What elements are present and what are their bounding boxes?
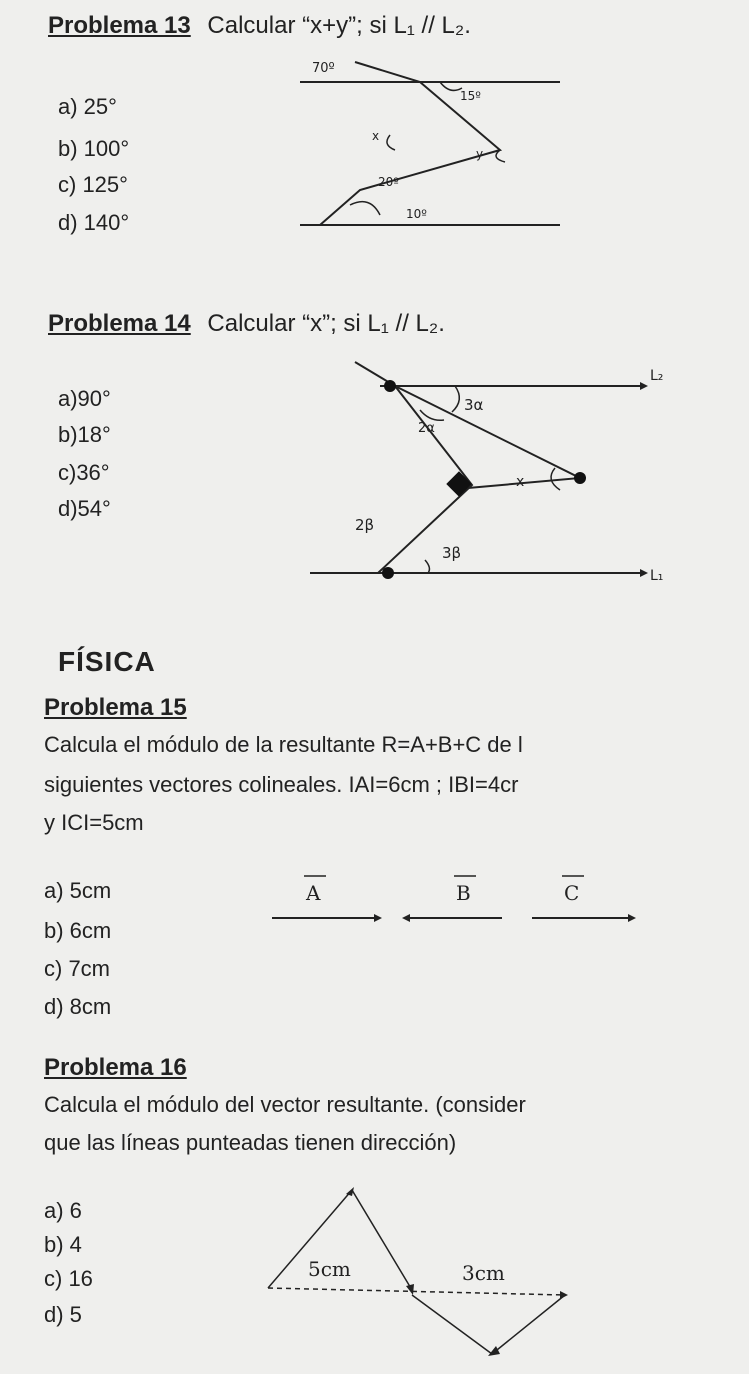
p16-bottom-right: [492, 1295, 565, 1354]
p16-label-3cm: 3cm: [462, 1261, 505, 1285]
problem-14-statement: Calcular “x”; si L₁ // L₂.: [207, 310, 445, 337]
p13-segment-1: [320, 62, 500, 225]
p15-option-a[interactable]: a) 5cm: [44, 878, 112, 903]
p13-arc-15: [440, 82, 462, 90]
p14-figure: [0, 300, 749, 620]
p14-option-d[interactable]: d)54°: [58, 496, 111, 521]
p16-label-5cm: 5cm: [308, 1257, 351, 1281]
p13-option-c[interactable]: c) 125°: [58, 172, 128, 197]
p14-vertex-marker: [446, 471, 471, 496]
problem-14-number: Problema 14: [48, 310, 191, 337]
p14-label-2a: 2α: [418, 421, 435, 436]
vector-c-label: C: [564, 881, 580, 905]
p16-option-c[interactable]: c) 16: [44, 1266, 93, 1291]
p14-dot-bottom: [382, 567, 394, 579]
problem-15-title: Problema 15: [44, 694, 187, 721]
p13-figure: [0, 0, 749, 300]
p15-vectors-figure: [0, 860, 749, 940]
p16-option-a[interactable]: a) 6: [44, 1198, 82, 1223]
p14-zigzag: [355, 362, 472, 573]
p14-label-x: x: [516, 474, 525, 490]
p13-label-y: y: [476, 147, 484, 161]
p16-dashed-base: [268, 1288, 565, 1295]
p16-figure: [0, 1150, 749, 1374]
p14-arc-2a: [420, 410, 444, 420]
p16-line-1: Calcula el módulo del vector resultante. (consider: [44, 1092, 526, 1117]
problem-13-number: Problema 13: [48, 12, 191, 39]
p14-option-c[interactable]: c)36°: [58, 460, 110, 485]
section-heading-fisica: FÍSICA: [58, 646, 156, 677]
p14-zigzag-3: [368, 380, 520, 598]
p15-option-d[interactable]: d) 8cm: [44, 994, 112, 1019]
p14-label-3a: 3α: [464, 396, 484, 414]
p13-label-20: 20º: [378, 175, 399, 189]
p13-option-b[interactable]: b) 100°: [58, 136, 130, 161]
p16-bottom-left: [412, 1295, 492, 1354]
p13-arc-20: [350, 202, 380, 215]
p14-dot-top: [384, 380, 396, 392]
p13-label-x: x: [372, 129, 380, 143]
p13-label-10: 10º: [406, 207, 427, 221]
p13-arc-y: [496, 150, 505, 162]
p14-label-2b: 2β: [355, 516, 375, 534]
p16-option-d[interactable]: d) 5: [44, 1302, 82, 1327]
p14-arc-3a: [452, 386, 459, 412]
problem-16-title: Problema 16: [44, 1054, 187, 1081]
p14-label-l-bottom: L₁: [650, 568, 664, 584]
p13-label-15: 15º: [460, 89, 481, 103]
p14-dot-right: [574, 472, 586, 484]
p16-right-side: [352, 1190, 412, 1290]
p16-line-2: que las líneas punteadas tienen dirección): [44, 1130, 457, 1155]
p16-option-b[interactable]: b) 4: [44, 1232, 82, 1257]
p14-option-b[interactable]: b)18°: [58, 422, 111, 447]
p15-line-2: siguientes vectores colineales. IAI=6cm ; IBI=4cr: [44, 772, 519, 797]
p13-label-70: 70º: [312, 61, 335, 76]
vector-a-label: A: [306, 881, 321, 905]
p14-option-a[interactable]: a)90°: [58, 386, 111, 411]
problem-13-statement: Calcular “x+y”; si L₁ // L₂.: [207, 12, 471, 39]
p13-option-d[interactable]: d) 140°: [58, 210, 130, 235]
p14-label-3b: 3β: [442, 544, 462, 562]
p14-arc-3b: [425, 560, 429, 573]
p13-option-a[interactable]: a) 25°: [58, 94, 117, 119]
p15-line-3: y ICI=5cm: [44, 810, 144, 835]
p15-option-c[interactable]: c) 7cm: [44, 956, 110, 981]
p14-label-l-top: L₂: [650, 368, 664, 384]
p15-option-b[interactable]: b) 6cm: [44, 918, 112, 943]
p15-line-1: Calcula el módulo de la resultante R=A+B+C de l: [44, 732, 523, 757]
vector-b-label: B: [456, 881, 471, 905]
